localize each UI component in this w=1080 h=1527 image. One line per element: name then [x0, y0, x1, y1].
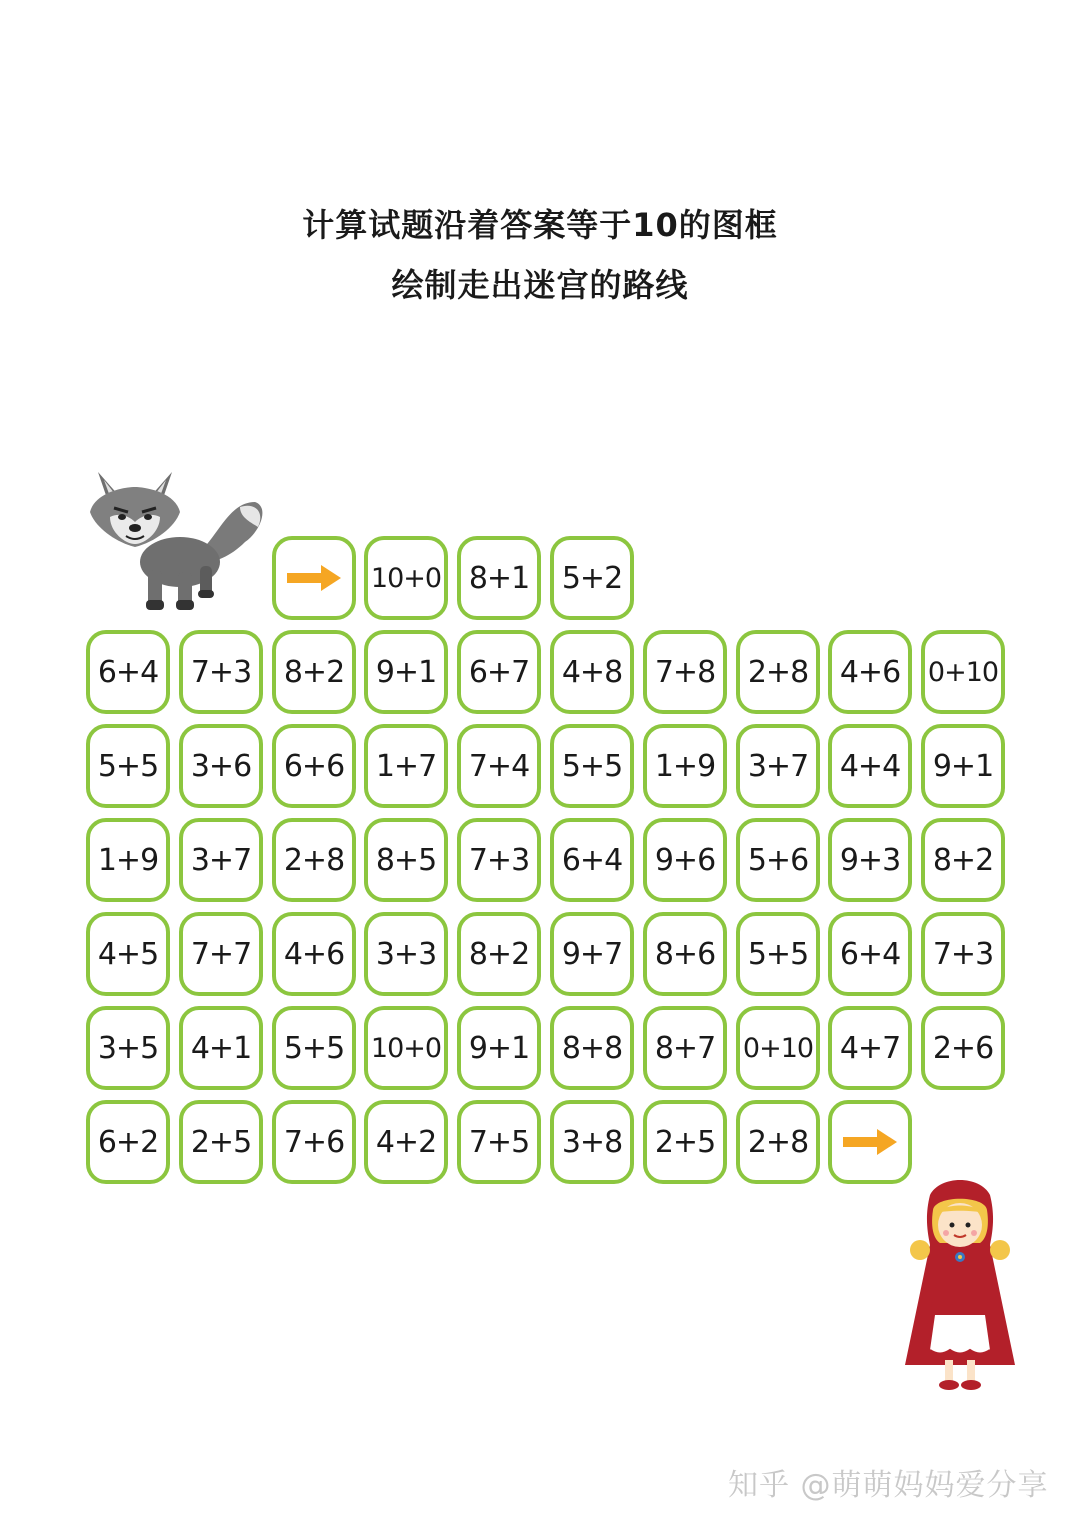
arrow-cell[interactable]: [272, 536, 356, 620]
maze-cell[interactable]: 6+7: [457, 630, 541, 714]
maze-cell[interactable]: 3+6: [179, 724, 263, 808]
maze-cell[interactable]: 2+8: [272, 818, 356, 902]
arrow-right-icon: [285, 563, 343, 593]
little-red-riding-hood-illustration: [895, 1175, 1025, 1400]
maze-cell[interactable]: 8+6: [643, 912, 727, 996]
maze-cell[interactable]: 6+4: [86, 630, 170, 714]
arrow-right-icon: [841, 1127, 899, 1157]
maze-cell[interactable]: 9+1: [921, 724, 1005, 808]
maze-cell[interactable]: 2+6: [921, 1006, 1005, 1090]
maze-cell[interactable]: 7+4: [457, 724, 541, 808]
maze-cell[interactable]: 4+2: [364, 1100, 448, 1184]
maze-cell[interactable]: 4+4: [828, 724, 912, 808]
maze-cell[interactable]: 5+5: [550, 724, 634, 808]
maze-cell[interactable]: 3+3: [364, 912, 448, 996]
maze-cell[interactable]: 4+6: [828, 630, 912, 714]
title-line-2: 绘制走出迷宫的路线: [391, 266, 689, 304]
maze-cell[interactable]: 5+6: [736, 818, 820, 902]
maze-cell[interactable]: 6+2: [86, 1100, 170, 1184]
maze-cell[interactable]: 4+1: [179, 1006, 263, 1090]
maze-cell[interactable]: 2+5: [179, 1100, 263, 1184]
maze-cell[interactable]: 7+3: [457, 818, 541, 902]
maze-cell[interactable]: 5+2: [550, 536, 634, 620]
maze-cell[interactable]: 10+0: [364, 1006, 448, 1090]
maze-cell[interactable]: 2+5: [643, 1100, 727, 1184]
maze-cell[interactable]: 3+8: [550, 1100, 634, 1184]
maze-cell[interactable]: 5+5: [272, 1006, 356, 1090]
maze-cell[interactable]: 6+4: [828, 912, 912, 996]
maze-cell[interactable]: 3+7: [736, 724, 820, 808]
maze-cell[interactable]: 6+4: [550, 818, 634, 902]
maze-cell[interactable]: 6+6: [272, 724, 356, 808]
maze-cell[interactable]: 2+8: [736, 1100, 820, 1184]
maze-cell[interactable]: 7+8: [643, 630, 727, 714]
maze-cell[interactable]: 8+7: [643, 1006, 727, 1090]
maze-cell[interactable]: 3+7: [179, 818, 263, 902]
maze-cell[interactable]: 8+1: [457, 536, 541, 620]
maze-cell[interactable]: 4+5: [86, 912, 170, 996]
maze-cell[interactable]: 9+1: [457, 1006, 541, 1090]
maze-cell[interactable]: 1+9: [86, 818, 170, 902]
maze-cell[interactable]: 8+5: [364, 818, 448, 902]
watermark: 知乎 @萌萌妈妈爱分享: [728, 1468, 1049, 1503]
maze-cell[interactable]: 8+8: [550, 1006, 634, 1090]
maze-cell[interactable]: 5+5: [736, 912, 820, 996]
maze-cell[interactable]: 7+3: [179, 630, 263, 714]
title-line-1: 计算试题沿着答案等于10的图框: [302, 206, 778, 244]
maze-cell[interactable]: 4+8: [550, 630, 634, 714]
maze-cell[interactable]: 9+1: [364, 630, 448, 714]
arrow-cell[interactable]: [828, 1100, 912, 1184]
maze-cell[interactable]: 7+7: [179, 912, 263, 996]
maze-cell[interactable]: 10+0: [364, 536, 448, 620]
wolf-illustration: [80, 462, 270, 617]
maze-cell[interactable]: 8+2: [921, 818, 1005, 902]
maze-cell[interactable]: 2+8: [736, 630, 820, 714]
maze-cell[interactable]: 9+3: [828, 818, 912, 902]
maze-cell[interactable]: 9+6: [643, 818, 727, 902]
maze-cell[interactable]: 4+6: [272, 912, 356, 996]
maze-cell[interactable]: 0+10: [921, 630, 1005, 714]
maze-cell[interactable]: 7+5: [457, 1100, 541, 1184]
maze-cell[interactable]: 9+7: [550, 912, 634, 996]
maze-cell[interactable]: 4+7: [828, 1006, 912, 1090]
maze-cell[interactable]: 8+2: [457, 912, 541, 996]
maze-cell[interactable]: 7+6: [272, 1100, 356, 1184]
maze-cell[interactable]: 3+5: [86, 1006, 170, 1090]
maze-cell[interactable]: 1+9: [643, 724, 727, 808]
maze-cell[interactable]: 7+3: [921, 912, 1005, 996]
maze-cell[interactable]: 5+5: [86, 724, 170, 808]
maze-cell[interactable]: 1+7: [364, 724, 448, 808]
maze-cell[interactable]: 8+2: [272, 630, 356, 714]
maze-cell[interactable]: 0+10: [736, 1006, 820, 1090]
